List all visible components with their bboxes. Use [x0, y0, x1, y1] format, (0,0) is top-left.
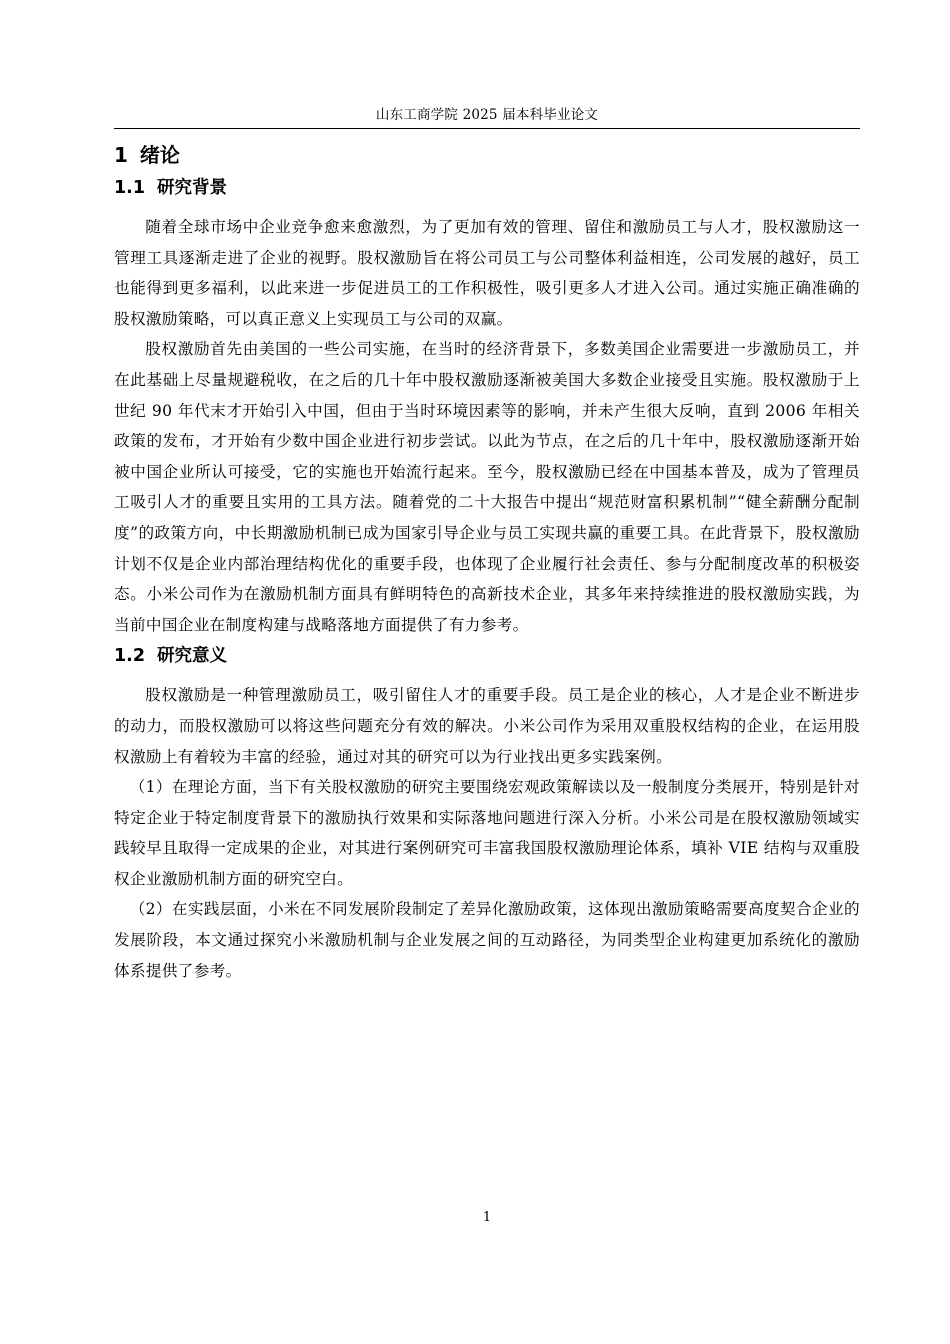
running-header: 山东工商学院 2025 届本科毕业论文 — [375, 107, 599, 123]
section-title-text: 研究背景 — [157, 178, 228, 198]
chapter-title-text: 绪论 — [139, 143, 180, 167]
section-heading-background — [114, 172, 860, 204]
body-paragraph: 股权激励首先由美国的一些公司实施，在当时的经济背景下，多数美国企业需要进一步激励员工，并在此基础上尽量规避税收，在之后的几十年中股权激励逐渐被美国大多数企业接受且实施。股权激励于上世纪 90 年代末才开始引入中国，但由于当时环境因素等的影响，并未产生很大反响，直到 2006 年相关政策的发布，才开始有少数中国企业进行初步尝试。以此为节点，在之后的几十年中，股权激励逐渐开始被中国企业所认可接受，它的实施也开始流行起来。至今，股权激励已经在中国基本普及，成为了管理员工吸引人才的重要且实用的工具方法。随着党的二十大报告中提出“规范财富积累机制”“健全薪酬分配制度”的政策方向，中长期激励机制已成为国家引导企业与员工实现共赢的重要工具。在此背景下，股权激励计划不仅是企业内部治理结构优化的重要手段，也体现了企业履行社会责任、参与分配制度改革的积极姿态。小米公司作为在激励机制方面具有鲜明特色的高新技术企业，其多年来持续推进的股权激励实践，为当前中国企业在制度构建与战略落地方面提供了有力参考。 — [114, 340, 860, 634]
list-item-paragraph: （2）在实践层面，小米在不同发展阶段制定了差异化激励政策，这体现出激励策略需要高度契合企业的发展阶段，本文通过探究小米激励机制与企业发展之间的互动路径，为同类型企业构建更加系统化的激励体系提供了参考。 — [114, 900, 860, 980]
body-paragraph: 股权激励是一种管理激励员工，吸引留住人才的重要手段。员工是企业的核心，人才是企业不断进步的动力，而股权激励可以将这些问题充分有效的解决。小米公司作为采用双重股权结构的企业，在运用股权激励上有着较为丰富的经验，通过对其的研究可以为行业找出更多实践案例。 — [114, 686, 860, 766]
list-item-paragraph: （1）在理论方面，当下有关股权激励的研究主要围绕宏观政策解读以及一般制度分类展开，特别是针对特定企业于特定制度背景下的激励执行效果和实际落地问题进行深入分析。小米公司是在股权激励领域实践较早且取得一定成果的企业，对其进行案例研究可丰富我国股权激励理论体系，填补 VIE 结构与双重股权企业激励机制方面的研究空白。 — [114, 778, 860, 888]
body-paragraph: 随着全球市场中企业竞争愈来愈激烈，为了更加有效的管理、留住和激励员工与人才，股权激励这一管理工具逐渐走进了企业的视野。股权激励旨在将公司员工与公司整体利益相连，公司发展的越好，员工也能得到更多福利，以此来进一步促进员工的工作积极性，吸引更多人才进入公司。通过实施正确准确的股权激励策略，可以真正意义上实现员工与公司的双赢。 — [114, 218, 860, 328]
header-rule — [114, 128, 860, 129]
chapter-title — [114, 138, 860, 172]
chapter-number: 1 — [114, 143, 128, 167]
section-heading-significance — [114, 640, 860, 672]
page-body — [114, 138, 860, 986]
section-number: 1.2 — [114, 646, 146, 667]
page-number: 1 — [482, 1210, 492, 1225]
section-title-text: 研究意义 — [157, 646, 228, 667]
section-number: 1.1 — [114, 178, 146, 198]
